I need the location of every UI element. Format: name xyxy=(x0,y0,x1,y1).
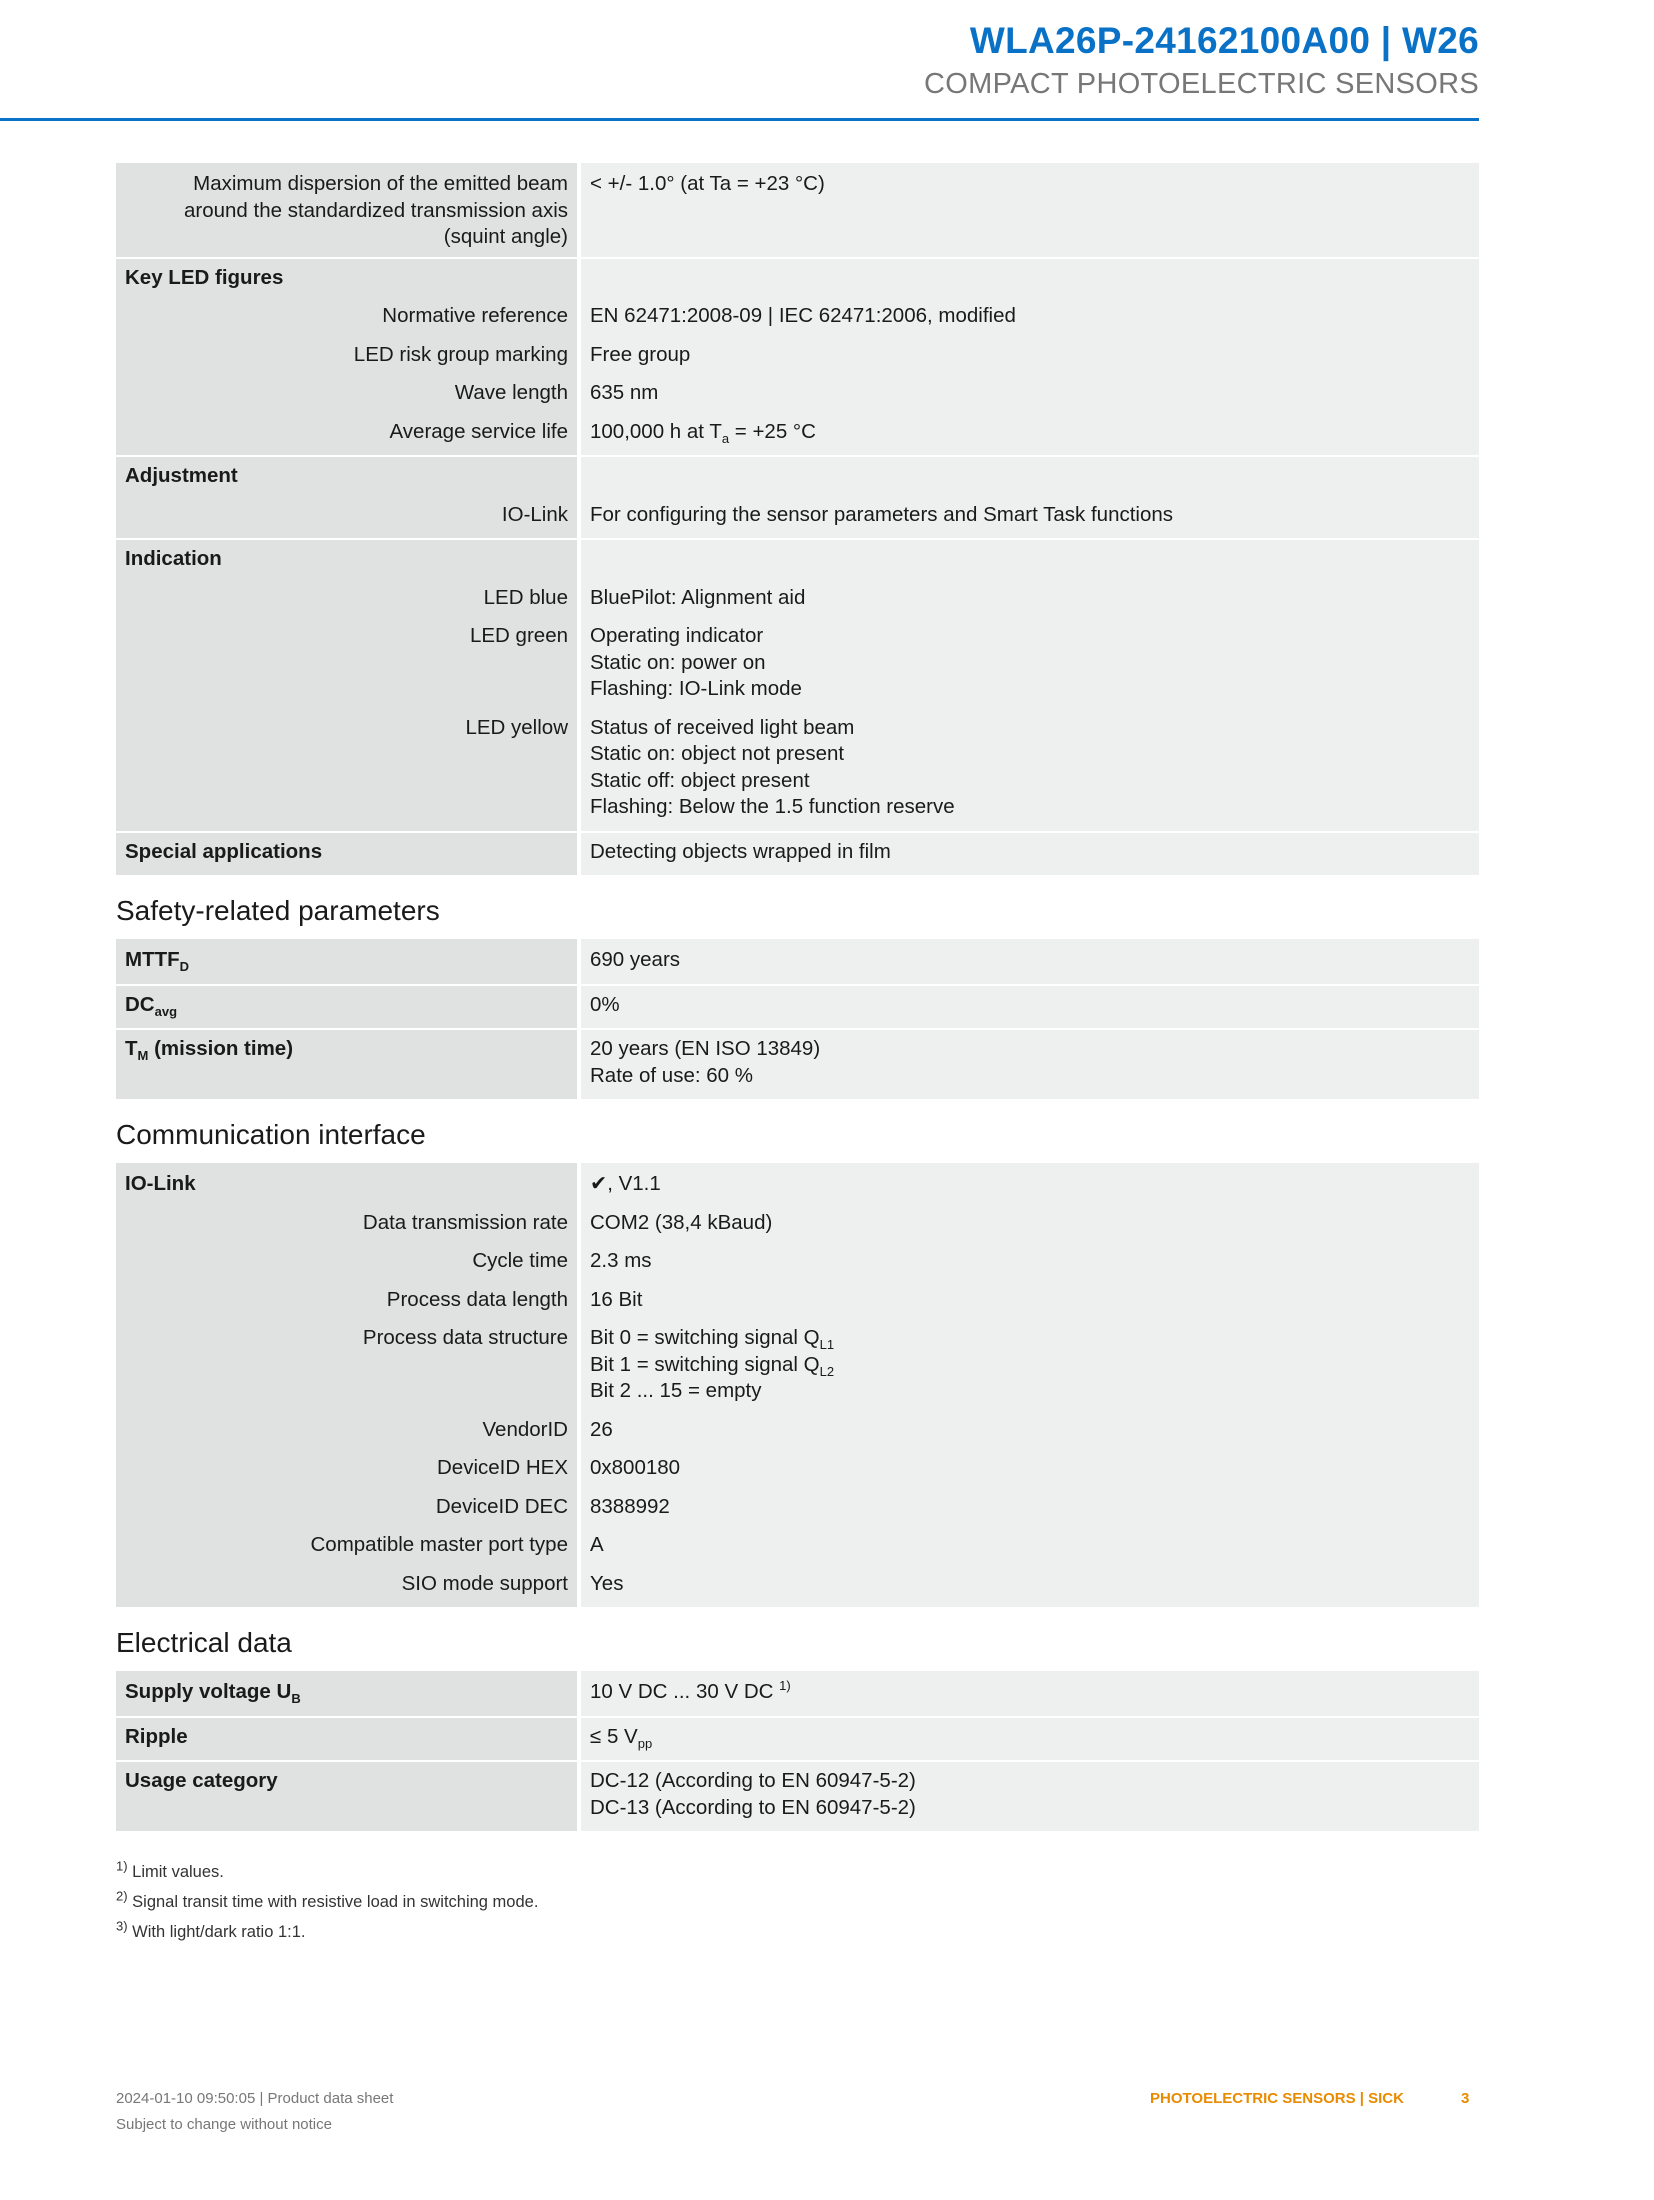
spec-value: COM2 (38,4 kBaud) xyxy=(581,1204,1479,1243)
group-heading: $DC_{avg}$ xyxy=(116,984,581,1029)
spec-table-main xyxy=(116,163,1479,875)
spec-table-communication xyxy=(116,1163,1479,1607)
table-row xyxy=(116,617,1479,709)
spec-value: Bit 0 = switching signal $Q_{L1}$ Bit 1 = switching signal $Q_{L2}$ Bit 2 ... 15 = empty xyxy=(581,1319,1479,1411)
spec-label: VendorID xyxy=(116,1411,581,1450)
check-icon: ✔ xyxy=(590,1172,608,1195)
group-heading: Key LED figures xyxy=(116,257,581,298)
group-heading: Supply voltage $U_B$ xyxy=(116,1671,581,1716)
table-row xyxy=(116,455,1479,496)
spec-table-electrical xyxy=(116,1671,1479,1831)
group-heading: $T_M$ (mission time) xyxy=(116,1028,581,1099)
spec-value: 16 Bit xyxy=(581,1281,1479,1320)
footnote: $^{3)}$ With light/dark ratio 1:1. xyxy=(116,1918,306,1941)
spec-value: For configuring the sensor parameters and Smart Task functions xyxy=(581,496,1479,539)
spec-label: Process data structure xyxy=(116,1319,581,1411)
spec-value: 0x800180 xyxy=(581,1449,1479,1488)
group-heading: Indication xyxy=(116,538,581,579)
section-title-safety: Safety-related parameters xyxy=(116,895,440,926)
spec-value: 8388992 xyxy=(581,1488,1479,1527)
spec-label: DeviceID HEX xyxy=(116,1449,581,1488)
table-row xyxy=(116,1028,1479,1099)
group-heading: Usage category xyxy=(116,1760,581,1831)
spec-value: 635 nm xyxy=(581,374,1479,413)
spec-value: DC-12 (According to EN 60947-5-2) DC-13 (According to EN 60947-5-2) xyxy=(581,1760,1479,1831)
spec-value: Operating indicator Static on: power on Flashing: IO-Link mode xyxy=(581,617,1479,709)
spec-value: Free group xyxy=(581,336,1479,375)
table-row xyxy=(116,257,1479,298)
spec-label: Maximum dispersion of the emitted beam around the standardized transmission axis (squint angle) xyxy=(116,163,581,257)
group-heading: $MTTF_D$ xyxy=(116,939,581,984)
table-row xyxy=(116,1319,1479,1411)
page-header xyxy=(0,0,1479,121)
spec-label: Average service life xyxy=(116,413,581,456)
table-row xyxy=(116,1760,1479,1831)
spec-value: ≤ 5 $V_{pp}$ xyxy=(581,1716,1479,1761)
table-row xyxy=(116,336,1479,375)
footer-meta xyxy=(116,2086,393,2138)
table-row xyxy=(116,1716,1479,1761)
footnote: $^{1)}$ Limit values. xyxy=(116,1858,224,1881)
table-row xyxy=(116,1242,1479,1281)
table-row xyxy=(116,1163,1479,1204)
table-row xyxy=(116,1526,1479,1565)
spec-value: 20 years (EN ISO 13849) Rate of use: 60 % xyxy=(581,1028,1479,1099)
table-row xyxy=(116,374,1479,413)
spec-value: ✔, V1.1 xyxy=(581,1163,1479,1204)
table-row xyxy=(116,984,1479,1029)
spec-label: Process data length xyxy=(116,1281,581,1320)
group-heading: Special applications xyxy=(116,831,581,876)
spec-value: 100,000 h at $T_a = +25$ °C xyxy=(581,413,1479,456)
group-heading: IO-Link xyxy=(116,1163,581,1204)
table-row xyxy=(116,496,1479,539)
spec-value: 26 xyxy=(581,1411,1479,1450)
datasheet-content xyxy=(116,163,1479,1947)
table-row xyxy=(116,939,1479,984)
section-title-communication: Communication interface xyxy=(116,1119,426,1150)
spec-value: Detecting objects wrapped in film xyxy=(581,831,1479,876)
group-heading: Ripple xyxy=(116,1716,581,1761)
table-row xyxy=(116,163,1479,257)
spec-label: Wave length xyxy=(116,374,581,413)
spec-value: 10 V DC ... 30 V DC $^{1)}$ xyxy=(581,1671,1479,1716)
spec-label: Cycle time xyxy=(116,1242,581,1281)
spec-value: Yes xyxy=(581,1565,1479,1608)
footer-brand: PHOTOELECTRIC SENSORS | SICK xyxy=(1150,2090,1404,2107)
table-row xyxy=(116,1204,1479,1243)
spec-value: 690 years xyxy=(581,939,1479,984)
spec-label: Compatible master port type xyxy=(116,1526,581,1565)
section-title-electrical: Electrical data xyxy=(116,1627,292,1658)
table-row xyxy=(116,1488,1479,1527)
footnote: $^{2)}$ Signal transit time with resistive load in switching mode. xyxy=(116,1888,539,1911)
spec-value: 0% xyxy=(581,984,1479,1029)
product-title: WLA26P-24162100A00 | W26 xyxy=(969,20,1479,61)
spec-label: Normative reference xyxy=(116,297,581,336)
table-row xyxy=(116,1449,1479,1488)
spec-value: A xyxy=(581,1526,1479,1565)
table-row xyxy=(116,831,1479,876)
spec-label: LED green xyxy=(116,617,581,709)
spec-label: LED blue xyxy=(116,579,581,618)
table-row xyxy=(116,413,1479,456)
spec-label: SIO mode support xyxy=(116,1565,581,1608)
table-row xyxy=(116,1565,1479,1608)
table-row xyxy=(116,297,1479,336)
spec-table-safety xyxy=(116,939,1479,1099)
spec-value: BluePilot: Alignment aid xyxy=(581,579,1479,618)
spec-value: EN 62471:2008-09 | IEC 62471:2006, modified xyxy=(581,297,1479,336)
spec-label: DeviceID DEC xyxy=(116,1488,581,1527)
table-row xyxy=(116,579,1479,618)
table-row xyxy=(116,1281,1479,1320)
spec-value: Status of received light beam Static on: object not present Static off: object present Flashing: Below the 1.5 function reserve xyxy=(581,709,1479,831)
spec-label: LED risk group marking xyxy=(116,336,581,375)
spec-label: IO-Link xyxy=(116,496,581,539)
table-row xyxy=(116,1411,1479,1450)
group-heading: Adjustment xyxy=(116,455,581,496)
spec-value: 2.3 ms xyxy=(581,1242,1479,1281)
table-row xyxy=(116,538,1479,579)
table-row xyxy=(116,709,1479,831)
spec-value: < +/- 1.0° (at Ta = +23 °C) xyxy=(581,163,1479,257)
product-category: COMPACT PHOTOELECTRIC SENSORS xyxy=(924,68,1479,100)
spec-label: LED yellow xyxy=(116,709,581,831)
spec-label: Data transmission rate xyxy=(116,1204,581,1243)
footer-date: 2024-01-10 09:50:05 | Product data sheet xyxy=(116,2090,394,2107)
table-row xyxy=(116,1671,1479,1716)
page-number: 3 xyxy=(1461,2090,1470,2107)
footnotes xyxy=(116,1857,1479,1947)
footer-notice: Subject to change without notice xyxy=(116,2116,332,2133)
